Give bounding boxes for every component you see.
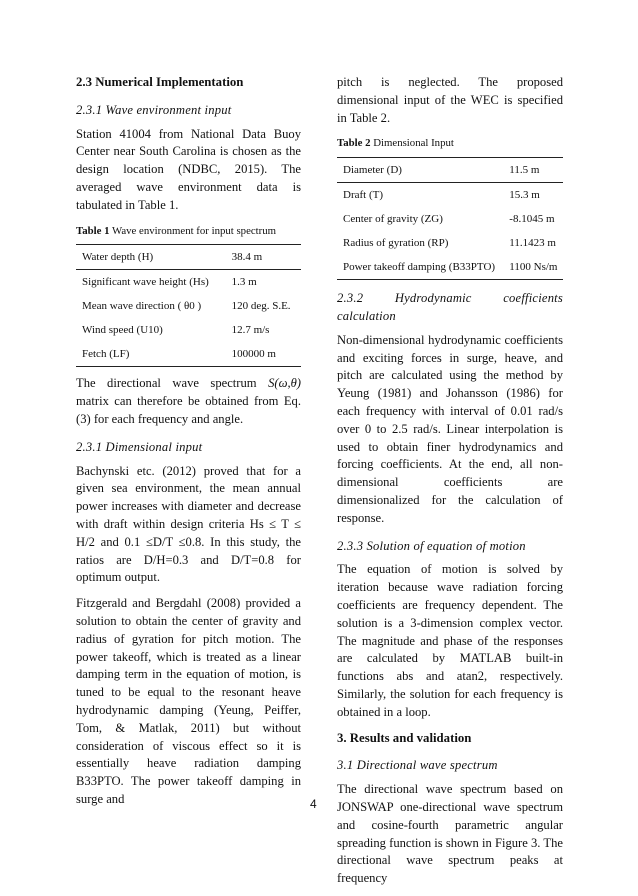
table-cell: Significant wave height (Hs) bbox=[82, 276, 209, 289]
table-row bbox=[337, 255, 563, 280]
page-number: 4 bbox=[310, 797, 317, 811]
subsection-heading: 2.3.1 Dimensional input bbox=[76, 439, 203, 454]
table-cell: Radius of gyration (RP) bbox=[343, 237, 449, 250]
left-column bbox=[76, 74, 301, 817]
table-cell: Mean wave direction ( θ0 ) bbox=[82, 300, 202, 313]
table2-caption-label: Table 2 bbox=[337, 137, 371, 150]
table1-caption bbox=[76, 223, 301, 241]
table-row bbox=[337, 183, 563, 208]
paragraph: matrix can therefore be obtained from Eq. (3) for each frequency and angle. bbox=[76, 394, 301, 426]
table-row bbox=[76, 342, 301, 367]
table-cell: Center of gravity (ZG) bbox=[343, 213, 443, 226]
table-row bbox=[76, 294, 301, 318]
paragraph: The directional wave spectrum based on JONSWAP one-directional wave spectrum and cosine-fourth parametric angular spreading function is shown in Figure 3. The directional wave spectrum peaks at frequency bbox=[337, 782, 563, 886]
subsection-heading: 2.3.1 Wave environment input bbox=[76, 102, 232, 117]
paragraph: The equation of motion is solved by iteration because wave radiation forcing coefficients are frequency dependent. The solution is a 3-dimension complex vector. The magnitude and phase of the responses are calculated by MATLAB built-in functions abs and atan2, respectively. Similarly, the solution for each frequency is obtained in a loop. bbox=[337, 562, 563, 719]
subsection-heading: 2.3.2 Hydrodynamic coefficients calculation bbox=[337, 291, 563, 323]
subsection-heading: 2.3.3 Solution of equation of motion bbox=[337, 538, 526, 553]
table-cell: Diameter (D) bbox=[337, 158, 503, 183]
table-cell: 1.3 m bbox=[231, 276, 257, 289]
table-cell: 11.5 m bbox=[503, 158, 563, 183]
table-row bbox=[76, 245, 301, 270]
table-cell: 120 deg. S.E. bbox=[231, 300, 291, 313]
table1-caption-text: Wave environment for input spectrum bbox=[109, 224, 277, 237]
table-cell: -8.1045 m bbox=[509, 213, 555, 226]
table-row bbox=[76, 270, 301, 295]
table-cell: 15.3 m bbox=[509, 189, 540, 202]
table-cell: Draft (T) bbox=[343, 189, 384, 202]
paragraph: Fitzgerald and Bergdahl (2008) provided a solution to obtain the center of gravity and radius of gyration for pitch motion. The power takeoff, which is treated as a linear damping term in the equation of motion, is tuned to be equal to the resonant heave hydrodynamic damping (Yeung, Peiffer, Tom, & Matlak, 2011) but without consideration of viscous effect so it is essentially heave radiation damping B33PTO. The power takeoff damping in surge and bbox=[76, 596, 301, 806]
table-cell: 1100 Ns/m bbox=[509, 261, 558, 274]
table-row bbox=[337, 231, 563, 255]
table-cell: 100000 m bbox=[231, 348, 276, 361]
table-cell: Power takeoff damping (B33PTO) bbox=[343, 261, 496, 274]
section-heading: 3. Results and validation bbox=[337, 730, 472, 745]
table1-caption-label: Table 1 bbox=[76, 224, 110, 237]
table2-caption bbox=[337, 135, 563, 153]
table-cell: Fetch (LF) bbox=[82, 348, 130, 361]
table-row bbox=[337, 207, 563, 231]
table-cell: 38.4 m bbox=[226, 245, 301, 270]
paragraph bbox=[76, 375, 301, 393]
table-cell: 12.7 m/s bbox=[231, 324, 270, 337]
table-row bbox=[337, 158, 563, 183]
subsection-heading: 3.1 Directional wave spectrum bbox=[337, 758, 498, 773]
paragraph: Bachynski etc. (2012) proved that for a given sea environment, the mean annual power increases with diameter and decrease with draft within design criteria Hs ≤ T ≤ H/2 and 0.1 ≤D/T ≤0.8. In this study, the ratios are D/H=0.3 and D/T=0.8 for optimum output. bbox=[76, 463, 301, 585]
table2 bbox=[337, 157, 563, 280]
table2-caption-text: Dimensional Input bbox=[370, 137, 454, 150]
table-cell: Water depth (H) bbox=[76, 245, 226, 270]
paragraph: Station 41004 from National Data Buoy Center near South Carolina is chosen as the design location (NDBC, 2015). The averaged wave environment data is tabulated in Table 1. bbox=[76, 126, 301, 212]
formula: S(ω,θ) bbox=[268, 376, 301, 391]
table1 bbox=[76, 244, 301, 367]
table-row bbox=[76, 318, 301, 342]
paragraph-text: The directional wave spectrum bbox=[76, 376, 257, 391]
right-column bbox=[337, 74, 563, 896]
table-cell: 11.1423 m bbox=[509, 237, 556, 250]
paragraph: pitch is neglected. The proposed dimensional input of the WEC is specified in Table 2. bbox=[337, 75, 563, 125]
paragraph: Non-dimensional hydrodynamic coefficients and exciting forces in surge, heave, and pitch are calculated using the method by Yeung (1981) and Johansson (1986) for each frequency with interval of 0.01 rad/s over 0 to 2.5 rad/s. Linear interpolation is used to obtain finer hydrodynamics and forcing coefficients. At the end, all non-dimensional coefficients are dimensionalized for the calculation of response. bbox=[337, 332, 563, 525]
table-cell: Wind speed (U10) bbox=[82, 324, 163, 337]
section-heading: 2.3 Numerical Implementation bbox=[76, 75, 244, 89]
